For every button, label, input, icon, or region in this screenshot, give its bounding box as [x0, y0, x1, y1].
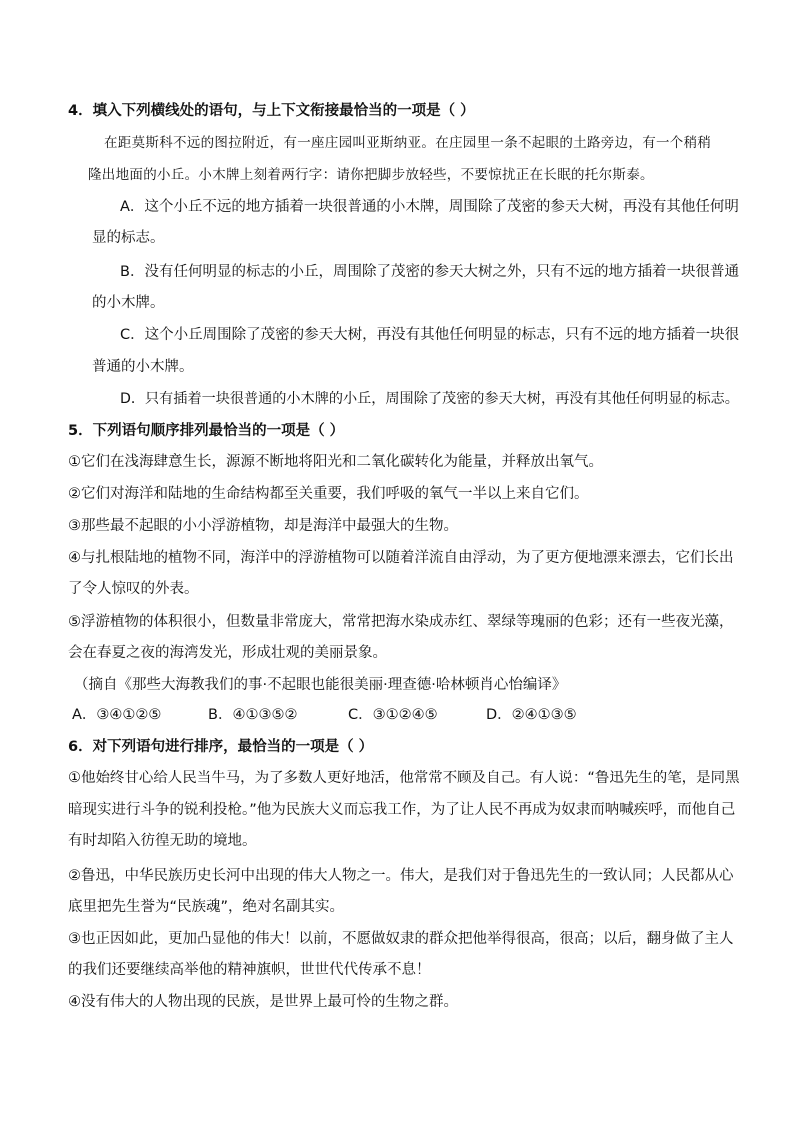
question-6-item-2-line-1: ②鲁迅，中华民族历史长河中出现的伟大人物之一。伟大，是我们对于鲁迅先生的一致认同；人民都从心 — [68, 868, 734, 884]
question-5-item-4-line-1: ④与扎根陆地的植物不同，海洋中的浮游植物可以随着洋流自由浮动，为了更方便地漂来漂去，它们长出 — [68, 550, 734, 566]
question-5-choice-c: C．③①②④⑤ — [348, 707, 438, 723]
question-6-item-4: ④没有伟大的人物出现的民族，是世界上最可怜的生物之群。 — [68, 994, 458, 1010]
question-5-item-5-line-1: ⑤浮游植物的体积很小，但数量非常庞大，常常把海水染成赤红、翠绿等瑰丽的色彩；还有一些夜光藻， — [68, 614, 734, 630]
question-5-item-2: ②它们对海洋和陆地的生命结构都至关重要，我们呼吸的氧气一半以上来自它们。 — [68, 486, 589, 502]
question-4-option-c-line-1: C．这个小丘周围除了茂密的参天大树，再没有其他任何明显的标志，只有不远的地方插着一块很 — [120, 327, 740, 343]
question-6-item-1-line-3: 有时却陷入彷徨无助的境地。 — [68, 833, 257, 849]
question-6-item-1-line-2: 暗现实进行斗争的锐利投枪。”他为民族大义而忘我工作，为了让人民不再成为奴隶而呐喊疾呼，而他自己 — [68, 802, 736, 818]
question-5-item-1: ①它们在浅海肆意生长，源源不断地将阳光和二氧化碳转化为能量，并释放出氧气。 — [68, 454, 603, 470]
question-6-item-3-line-2: 的我们还要继续高举他的精神旗帜，世世代代传承不息！ — [68, 962, 431, 978]
question-4-option-b-line-1: B．没有任何明显的标志的小丘，周围除了茂密的参天大树之外，只有不远的地方插着一块很普通 — [120, 264, 739, 280]
question-5-item-3: ③那些最不起眼的小小浮游植物，却是海洋中最强大的生物。 — [68, 518, 458, 534]
question-5-choice-d: D．②④①③⑤ — [486, 707, 577, 723]
question-4-option-b-line-2: 的小木牌。 — [92, 295, 165, 311]
question-6-item-3-line-1: ③也正因如此，更加凸显他的伟大！以前，不愿做奴隶的群众把他举得很高，很高；以后，翻身做了主人 — [68, 931, 734, 947]
question-4-passage-line-1: 在距莫斯科不远的图拉附近，有一座庄园叫亚斯纳亚。在庄园里一条不起眼的土路旁边，有一个稍稍 — [104, 135, 712, 151]
question-5-item-5-line-2: 会在春夏之夜的海湾发光，形成壮观的美丽景象。 — [68, 645, 387, 661]
question-6-item-2-line-2: 底里把先生誉为“民族魂”，绝对名副其实。 — [68, 899, 345, 915]
question-5-source: （摘自《那些大海教我们的事·不起眼也能很美丽·理查德·哈林顿肖心怡编译》 — [74, 677, 567, 693]
question-4-option-c-line-2: 普通的小木牌。 — [92, 359, 194, 375]
question-5-item-4-line-2: 了令人惊叹的外表。 — [68, 581, 199, 597]
question-6-title: 6．对下列语句进行排序，最恰当的一项是（ ） — [68, 739, 374, 755]
question-4-option-d: D．只有插着一块很普通的小木牌的小丘，周围除了茂密的参天大树，再没有其他任何明显的标志。 — [120, 391, 739, 407]
question-4-option-a-line-1: A．这个小丘不远的地方插着一块很普通的小木牌，周围除了茂密的参天大树，再没有其他任何明 — [120, 199, 739, 215]
question-6-item-1-line-1: ①他始终甘心给人民当牛马，为了多数人更好地活，他常常不顾及自己。有人说：“鲁迅先生的笔，是同黑 — [68, 770, 740, 786]
question-5-title: 5．下列语句顺序排列最恰当的一项是（ ） — [68, 423, 345, 439]
question-4-option-a-line-2: 显的标志。 — [92, 230, 165, 246]
question-4-passage-line-2: 隆出地面的小丘。小木牌上刻着两行字：请你把脚步放轻些，不要惊扰正在长眠的托尔斯泰。 — [88, 167, 654, 183]
question-4-title: 4．填入下列横线处的语句，与上下文衔接最恰当的一项是（ ） — [68, 103, 475, 119]
question-5-choices — [72, 705, 577, 725]
question-5-choice-b: B．④①③⑤② — [208, 707, 298, 723]
question-5-choice-a: A．③④①②⑤ — [72, 707, 162, 723]
